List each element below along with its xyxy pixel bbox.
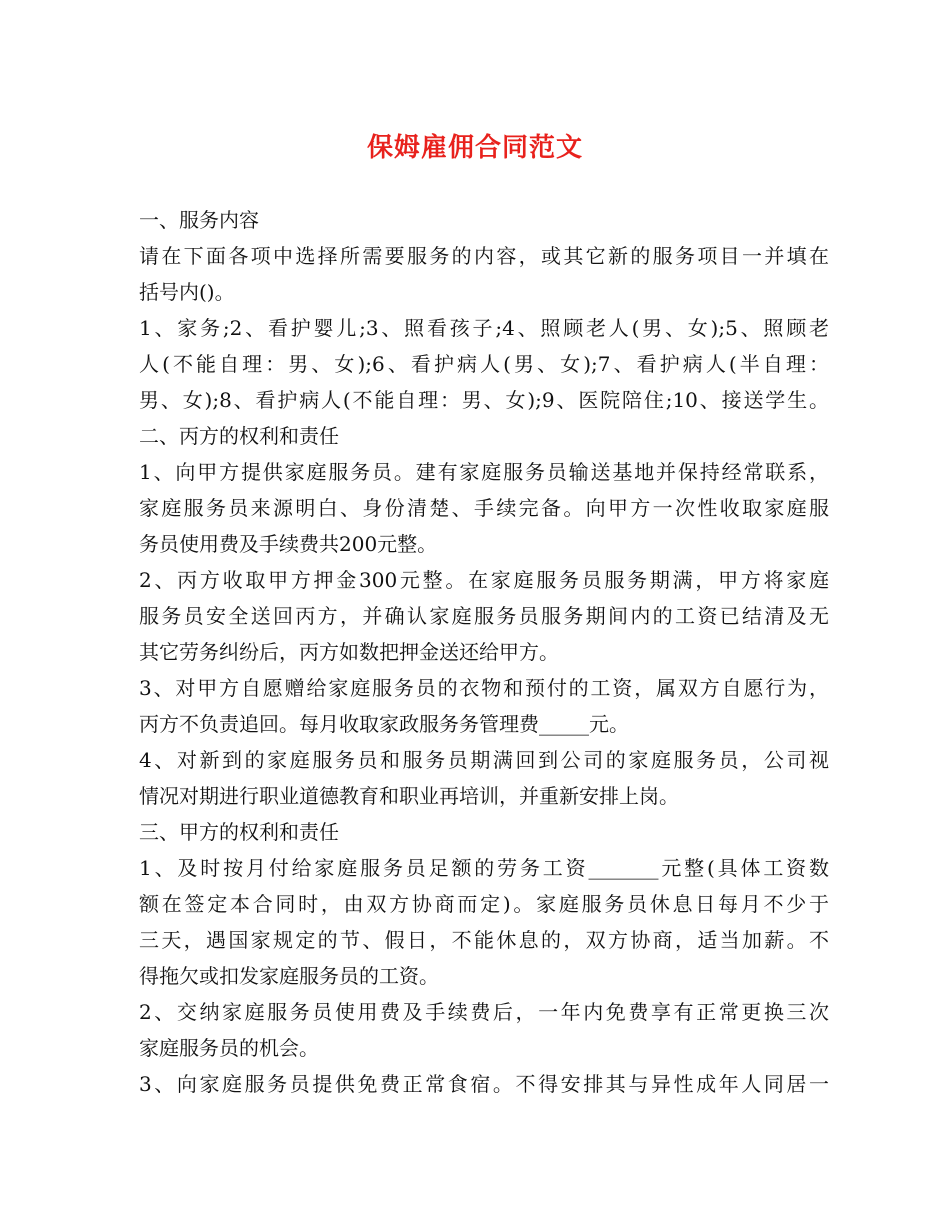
body-line: 服务员安全送回丙方，并确认家庭服务员服务期间内的工资已结清及无 <box>139 604 829 628</box>
body-line: 家庭服务员来源明白、身份清楚、手续完备。向甲方一次性收取家庭服 <box>139 496 829 520</box>
body-line: 请在下面各项中选择所需要服务的内容，或其它新的服务项目一并填在 <box>139 244 829 268</box>
body-line: 务员使用费及手续费共200元整。 <box>139 532 438 556</box>
body-line: 人(不能自理：男、女);6、看护病人(男、女);7、看护病人(半自理： <box>139 352 829 376</box>
body-line: 其它劳务纠纷后，丙方如数把押金送还给甲方。 <box>139 640 559 664</box>
body-line: 三天，遇国家规定的节、假日，不能休息的，双方协商，适当加薪。不 <box>139 928 829 952</box>
document-title: 保姆雇佣合同范文 <box>366 133 583 163</box>
body-line: 1、及时按月付给家庭服务员足额的劳务工资_______元整(具体工资数 <box>139 856 829 880</box>
document-body <box>139 202 829 1102</box>
body-line: 丙方不负责追回。每月收取家政服务务管理费_____元。 <box>139 712 629 736</box>
body-line: 4、对新到的家庭服务员和服务员期满回到公司的家庭服务员，公司视 <box>139 748 829 772</box>
body-line: 括号内()。 <box>139 280 235 304</box>
body-line: 男、女);8、看护病人(不能自理：男、女);9、医院陪住;10、接送学生。 <box>139 388 829 412</box>
body-line: 额在签定本合同时，由双方协商而定)。家庭服务员休息日每月不少于 <box>139 892 829 916</box>
body-line: 得拖欠或扣发家庭服务员的工资。 <box>139 964 439 988</box>
body-line: 二、丙方的权利和责任 <box>139 424 339 448</box>
body-line: 家庭服务员的机会。 <box>139 1036 319 1060</box>
body-line: 2、丙方收取甲方押金300元整。在家庭服务员服务期满，甲方将家庭 <box>139 568 829 592</box>
body-line: 3、对甲方自愿赠给家庭服务员的衣物和预付的工资，属双方自愿行为， <box>139 676 829 700</box>
body-line: 一、服务内容 <box>139 208 259 232</box>
body-line: 2、交纳家庭服务员使用费及手续费后，一年内免费享有正常更换三次 <box>139 1000 829 1024</box>
body-line: 1、家务;2、看护婴儿;3、照看孩子;4、照顾老人(男、女);5、照顾老 <box>139 316 829 340</box>
body-line: 情况对期进行职业道德教育和职业再培训，并重新安排上岗。 <box>139 784 679 808</box>
body-line: 三、甲方的权利和责任 <box>139 820 339 844</box>
body-line: 3、向家庭服务员提供免费正常食宿。不得安排其与异性成年人同居一 <box>139 1072 829 1096</box>
body-line: 1、向甲方提供家庭服务员。建有家庭服务员输送基地并保持经常联系， <box>139 460 829 484</box>
